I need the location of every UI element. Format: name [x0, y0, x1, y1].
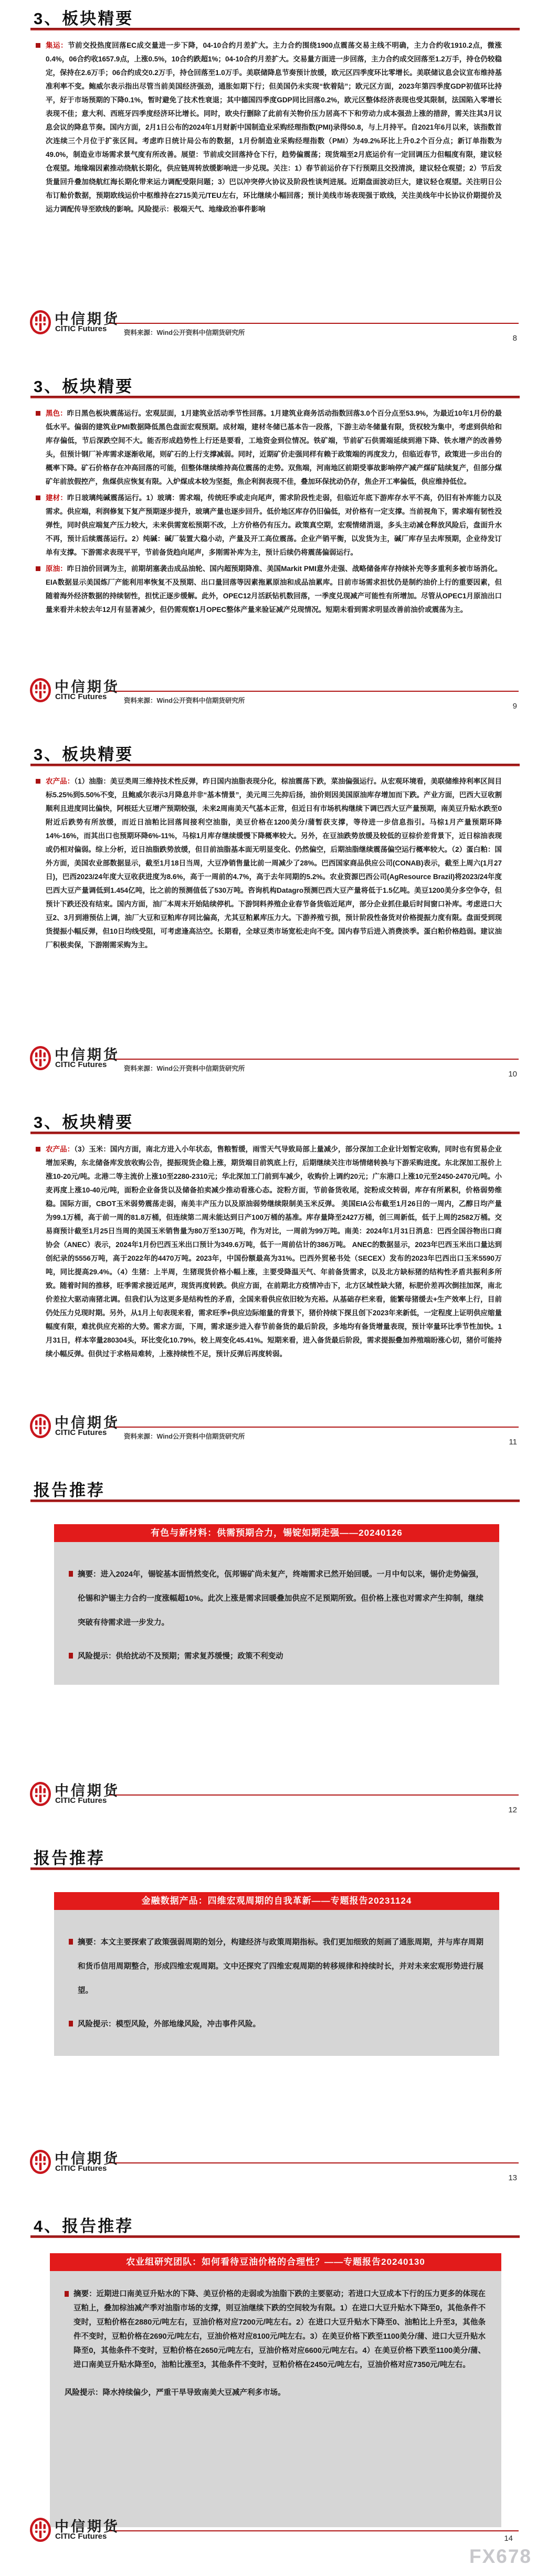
- bullet-square-icon: [65, 2291, 69, 2297]
- page-content: [36, 39, 502, 219]
- report-page-9: [0, 368, 537, 736]
- page-number: 9: [512, 702, 517, 711]
- paragraph-label: 农产品：: [46, 1145, 75, 1153]
- report-card-body: [54, 1542, 499, 1685]
- page-content: [36, 1143, 502, 1364]
- paragraph-label: 摘要：: [78, 1570, 101, 1579]
- brand-name-cn: 中信期货: [55, 2151, 120, 2167]
- source-note: 资料来源：Wind公开资料中信期货研究所: [124, 1433, 245, 1440]
- report-card: [54, 1892, 499, 2056]
- sector-paragraph: 黑色：昨日黑色板块震荡运行。宏观层面，1月建筑业活动季节性回落。1月建筑业商务活动指数回落3.0个百分点至53.9%，为最近10年1月份的最低水平。偏弱的建筑业PMI数据降低黑色盘面宏观预期。成材端，建材冬储已基本告一段落，下游主动冬储量有限，货权较为集中，考虑到供给和库存偏低，节后深跌空间不大。能否形成趋势性上行还是要看，工地资金到位情况。铁矿端，节前矿石供需端延续到港下降、铁水增产的改善势头，但预计钢厂补库需求逐渐收尾，则矿石的上行支撑减弱。同时，近期矿价走强同样有赖于政策端的再度发力，但临近春节，政策进一步出台的概率下降。矿石价格存在冲高回落的可能，但整体继续维持高位震荡的走势。双焦端，河南地区前期受事故影响停产减产煤矿陆续复产，但部分煤矿年前放假控产，焦煤供应恢复有限。入炉煤成本较为坚挺，焦企利润表现不佳，叠加环保扰动仍存，焦企开工率偏低，供应维持低位。: [36, 407, 502, 489]
- sector-paragraph: 建材：昨日玻璃纯碱震荡运行。1）玻璃：需求端，传统旺季或走向尾声，需求阶段性走弱，但临近年底下游库存水平不高，仍旧有补库能力以及需求。供应端，利润修复下复产预期逐步提升，玻璃产量也逐步回升。低价地区库存仍旧偏低，对价格有一定支撑。当前视角下，需求端有韧性没弹性，同时供应端复产压力较大，未来供需宽松预期不改，上方价格仍有压力。政策真空期，宏观情绪消退，多头主动减仓释放风险后，盘面升水不再，预计后续震荡运行。2）纯碱：碱厂装置大稳小动，产量及开工高位震荡。企业产销平衡，以发货为主，碱厂库存呈去库预期，企业待发订单有支撑。下游需求表现平平，节前备货趋向尾声，多刚需补库为主，预计后续仍将震荡偏弱运行。: [36, 491, 502, 559]
- paragraph-label: 风险提示：: [65, 2388, 103, 2397]
- title-rule: [30, 2235, 520, 2238]
- paragraph-label: 风险提示：: [78, 2020, 116, 2029]
- paragraph-label: 摘要：: [78, 1938, 101, 1947]
- source-note: 资料来源：Wind公开资料中信期货研究所: [124, 1065, 245, 1072]
- paragraph-label: 农产品：: [46, 777, 75, 785]
- bullet-square-icon: [36, 43, 40, 48]
- footer-rule: [109, 2530, 519, 2531]
- footer-rule: [109, 1427, 519, 1428]
- bullet-square-icon: [69, 1653, 73, 1659]
- brand-name-en: CITIC Futures: [55, 1796, 107, 1805]
- page-title: 3、板块精要: [34, 377, 134, 396]
- paragraph-label: 建材：: [46, 494, 68, 502]
- bullet-square-icon: [69, 2021, 73, 2026]
- page-title: 报告推荐: [34, 1481, 105, 1500]
- page-title: 3、板块精要: [34, 9, 134, 28]
- report-card-banner: 农业组研究团队：如何看待豆油价格的合理性？——专题报告20240130: [50, 2253, 501, 2271]
- page-content: [36, 407, 502, 619]
- report-page-13: [0, 1840, 537, 2208]
- footer-rule: [109, 2162, 519, 2163]
- summary-section: 摘要：本文主要探索了政策强弱周期的划分，构建经济与政策周期指标。我们更加细致的刻画了通胀周期，并与库存周期和货币信用周期整合，形成四维宏观周期。文中还探究了四维宏观周期的转移规律和持续时长，并对未来宏观形势进行展望。: [69, 1930, 483, 2003]
- page-number: 8: [512, 334, 517, 343]
- risk-section: 风险提示：模型风险，外部地缘风险，冲击事件风险。: [69, 2012, 483, 2036]
- brand-name-cn: 中信期货: [55, 1047, 120, 1063]
- page-title: 3、板块精要: [34, 1113, 134, 1132]
- brand-name-cn: 中信期货: [55, 1783, 120, 1799]
- paragraph-label: 原油：: [46, 565, 67, 573]
- brand-name-cn: 中信期货: [55, 679, 120, 695]
- brand-name-en: CITIC Futures: [55, 1428, 107, 1437]
- bullet-square-icon: [36, 495, 40, 500]
- report-card: [54, 1524, 499, 1685]
- page-number: 13: [508, 2173, 517, 2182]
- source-note: 资料来源：Wind公开资料中信期货研究所: [124, 697, 245, 704]
- sector-paragraph: 农产品：（3）玉米：国内方面，南北方进入小年状态，售粮暂缓，雨雪天气导致局部上量减少，部分深加工企业计划暂定收购，同时也有贸易企业增加采购，东北储备库发放收购公告，提振现货企稳上涨，期货端目前筑底上行，后期继续关注市场情绪转换与下游采购进度。东北深加工报价上涨10-20元/吨。北港二等主流价上涨10至2280-2310元；华北深加工门前到车减少，收购价上调约20元；广东港口上涨10元至2450-2470元/吨。小麦再度上涨10-40元/吨，面粉企业备货以及储备拍卖减少推动看涨心态。淀粉方面，节前备货收尾，淀粉成交转弱，库存有所累积，价格弱势维稳。国际方面，CBOT玉米弱势震荡走弱，南美丰产压力以及原油弱势继续限制美玉米反弹。 美国EIA公布截至1月26日的一周内，乙醇日均产量为99.1万桶，高于前一周的81.8万桶，但连续第二周未能达到日产100万桶的基准。库存量降至2427万桶，创三周新低，低于上周的2582万桶。交易商预计截至1月25日当周的美国玉米销售量为80万至130万吨，作为对比，一周前为99万吨。南美：2024年1月31日消息：巴西全国谷物出口商协会（ANEC）表示，2024年1月份巴西玉米出口预计为349.6万吨，低于一周前估计的386万吨。 ANEC的数据显示，2023年巴西玉米出口量达到创纪录的5556万吨，高于2022年的4470万吨。2023年，中国份额最高为31%。巴西外贸秘书处（SECEX）发布的2023年巴西出口玉米5590万吨，同比提高29.4%。（4）生猪：上半周，生猪现货价格小幅上涨，主要受降温天气、年前备货需求，以及北方缺标猪的结构性矛盾共振利多所致。随着时间的推移，旺季需求接近尾声，现货再度转跌。供应方面，在前期北方疫情冲击下，北方区域性缺大猪，标肥价差再次倒挂加深，南北价差拉大驱动南猪北调。但我们认为这更多是结构性的矛盾，全国来看供应依旧较为充裕。从基础存栏来看，能繁母猪缓去+生产效率上行，目前仍处压力兑现时期。另外，从1月上旬表现来看，需求旺季+供应边际缩量的背景下，猪价持续下探且创下2023年来新低，一定程度上证明供应缩量幅度有限，难扰供应充裕的大势。需求方面，下周，需求逐步进入春节前备货的最后阶段，多地均有备货增量表现，预计宰量环比季节性加快。1月31日，样本宰量280304头，环比变化10.79%，较上周变化45.41%。短期来看，进入备货最后阶段，需求提振叠加养殖端盼涨心切，猪价可能持续小幅反弹。但供过于求格局难转，上涨持续性不足，预计反弹后再度转弱。: [36, 1143, 502, 1361]
- page-title: 3、板块精要: [34, 745, 134, 764]
- report-card-banner: 金融数据产品：四维宏观周期的自我革新——专题报告20231124: [54, 1892, 499, 1910]
- bullet-square-icon: [36, 411, 40, 416]
- report-card-banner: 有色与新材料：供需预期合力，锡锭如期走强——20240126: [54, 1524, 499, 1542]
- citic-futures-logo-icon: [29, 2149, 51, 2174]
- report-page-11: [0, 1104, 537, 1472]
- brand-name-cn: 中信期货: [55, 2519, 120, 2535]
- summary-section: 摘要：进入2024年，锡锭基本面悄然变化，佤邦锡矿尚未复产，终端需求已然开始回暖。一月中旬以来，锡价走势偏强，伦锡和沪锡主力合约一度涨幅超10%。此次上涨是需求回暖叠加供应不足预期所致。但价格上涨也对需求产生抑制，继续突破有待需求进一步发力。: [69, 1563, 483, 1635]
- fx678-watermark: FX678: [469, 2546, 532, 2567]
- paragraph-label: 摘要：: [73, 2289, 97, 2298]
- title-rule: [30, 28, 520, 30]
- report-page-12: [0, 1472, 537, 1840]
- report-page-14: [0, 2208, 537, 2575]
- page-number: 12: [508, 1806, 517, 1814]
- bullet-square-icon: [69, 1571, 73, 1577]
- source-note: 资料来源：Wind公开资料中信期货研究所: [124, 329, 245, 336]
- page-number: 11: [509, 1438, 517, 1447]
- report-card-body: [54, 1910, 499, 2056]
- report-card-body: [50, 2271, 501, 2527]
- paragraph-label: 集运：: [46, 41, 68, 49]
- paragraph-label: 风险提示：: [78, 1652, 116, 1661]
- title-rule: [30, 764, 520, 766]
- brand-name-cn: 中信期货: [55, 1415, 120, 1431]
- citic-futures-logo-icon: [29, 310, 51, 335]
- citic-futures-logo-icon: [29, 2517, 51, 2542]
- page-title: 报告推荐: [34, 1849, 105, 1867]
- sector-paragraph: 农产品：（1）油脂：美豆类周三维持技术性反弹，昨日国内油脂表现分化，棕油震荡下跌，菜油偏强运行。从宏观环境看，美联储维持利率区间目标5.25%到5.50%不变，且鲍威尔表示3月降息并非“基本情景”，美元周三先抑后扬，油价则因美国原油库存增加而下跌。产业方面，巴西大豆收割顺利且进度同比偏快，阿根廷大豆增产预期较强，未来2周南美天气基本正常，但近日有市场机构继续下调巴西大豆产量预期，南美豆升贴水跌至0附近后跌势有所放缓，而近日油粕比回落间接利空油脂，美豆价格在1200美分/蒲暂获支撑，等待进一步信息指引。马棕1月产量预期环降14%-16%，而其出口也预期环降6%-11%，马棕1月库存继续缓慢下降概率较大。另外，在豆油跌势放缓及较低的豆棕价差背景下，近日棕油表现或仍相对偏弱。综上分析，近日油脂跌势放缓，但目前油脂基本面无明显变化、仍然偏空，后期油脂继续震荡偏空运行概率较大。（2）蛋白粕：国外方面，美国农业部数据显示，截至1月18日当周，大豆净销售量比前一周减少了28%。巴西国家商品供应公司(CONAB)表示，截至上周六(1月27日)，巴西2023/24年度大豆收获进度为8.6%，高于一周前的4.7%，高于去年同期的5.2%。农业资源巴西公司(AgResource Brazil)将2023/24年度巴西大豆产量调低到1.454亿吨，比之前的预测值低了530万吨。咨询机构Datagro预测巴西大豆产量将低于1.5亿吨。美豆1200美分多空争夺，但预计下跌还没有结束。国内方面，油厂本周末开始陆续停机。下游饲料养殖企业春节备货临近尾声，部分企业抓住最后时间窗口补库。考虑进口大豆2、3月到港预估上调，油厂大豆和豆粕库存同比偏高，尤其豆粕累库压力大。下游养殖亏损，预计阶段性备货对价格提振力度有限。盘面受到现货提振小幅反弹，但10日均线受阻，可考虑逢高沽空。长期看，全球豆类市场宽松走向不变。国内春节后进入消费淡季。蛋白粕价格趋弱。建议油厂积极卖保，下游刚需采购为主。: [36, 775, 502, 952]
- bullet-square-icon: [69, 1939, 73, 1945]
- citic-futures-logo-icon: [29, 1413, 51, 1439]
- report-page-10: [0, 736, 537, 1104]
- report-page-8: [0, 0, 537, 368]
- title-rule: [30, 1500, 520, 1502]
- page-number: 14: [504, 2534, 513, 2543]
- brand-name-en: CITIC Futures: [55, 1060, 107, 1069]
- sector-paragraph: 集运：节前交投热度回落EC成交量进一步下降，04-10合约月差扩大。主力合约围绕1900点震荡交易主线不明确，主力合约收1910.2点，微涨0.4%，06合约收1657.9点，上涨0.5%，10合约跌超1%；04-10合约月差扩大。交易量方面进一步回落，主力合约成交回落至1.2万手，持仓仍较稳定，保持在2.6万手；06合约成交0.2万手，持仓回落至1.0万手。美联储降息节奏预计放缓，欧元区四季度环比零增长。美联储议息会议宣布维持基准利率不变。鲍威尔表示指出尽管当前美国经济强劲，通胀如期下行；但美国仍未实现“软着陆”；欧元区方面，2023年第四季度GDP初值环比持平，好于市场预期的下降0.1%，暂时避免了技术性衰退；其中德国四季度GDP同比回落0.2%，欧元区整体经济表现也受其限制，法国陷入零增长表现不佳；意大利、西班牙四季度经济环比增长。同时，欧央行删除了此前有关物价压力居高不下和劳动力成本强劲上涨的措辞，需关注其3月议息会议的降息节奏。国内方面，2月1日公布的2024年1月财新中国制造业采购经理指数(PMI)录得50.8，与上月持平。自2021年6月以来，该指数首次连续三个月位于扩张区间。考虑昨日统计局公布的数据，1月份制造业采购经理指数（PMI）为49.2%环比上升0.2个百分点；新订单指数为49.0%，制造业市场需求景气度有所改善。展望：节前成交回落持仓下行，趋势偏震荡；现货端至2月底运价有一定回调压力但幅度有限，建议轻仓观望。地缘端因素推动绕航长期化，供应链周转放缓影响进一步兑现。关注：1）春节前运价存下行预期且交投清淡，建议轻仓观望；2）节后发货量回升叠加绕航红海长期化带来运力调配受限问题；3）巴以冲突停火协议及阶段性谈判进展。近期盘面波动巨大，建议轻仓观望。关注明日公布订舱价数据，预期欧线运价中枢维持在2715美元/TEU左右，环比继续小幅回落；预计美线市场表现强于欧线，关注美线年中长协议价期提价及运力调配传导至欧线的影响。风险提示：极端天气、地缘政治事件影响: [36, 39, 502, 216]
- brand-name-en: CITIC Futures: [55, 2164, 107, 2173]
- footer-rule: [109, 323, 519, 324]
- title-rule: [30, 1132, 520, 1134]
- bullet-square-icon: [36, 566, 40, 571]
- citic-futures-logo-icon: [29, 678, 51, 703]
- citic-futures-logo-icon: [29, 1046, 51, 1071]
- brand-name-en: CITIC Futures: [55, 2532, 107, 2541]
- bullet-square-icon: [36, 1147, 40, 1152]
- summary-section: 摘要：近期进口南美豆升贴水的下降、美豆价格的走弱或为油脂下跌的主要驱动；若进口大豆成本下行的压力更多的体现在豆粕上，叠加棕油减产季对油脂市场的支撑，则豆油继续下跌的空间较为有限。1）在进口大豆升贴水下降至0，其他条件不变时，豆粕价格在2880元/吨左右，豆油价格对应7200元/吨左右。2）在进口大豆升贴水下降至0、油粕比上升至3，其他条件不变时，豆粕价格在2690元/吨左右，豆油价格对应8100元/吨左右。3）在美豆价格下跌至1100美分/蒲、进口大豆升贴水降至0，其他条件不变时，豆粕价格在2650元/吨左右，豆油价格对应6600元/吨左右。4）在美豆价格下跌至1100美分/蒲、进口南美豆升贴水降至0，油粕比涨至3，其他条件不变时，豆粕价格在2450元/吨左右，豆油价格对应7350元/吨左右。: [65, 2287, 486, 2372]
- title-rule: [30, 396, 520, 398]
- title-rule: [30, 1867, 520, 1870]
- brand-name-en: CITIC Futures: [55, 324, 107, 333]
- report-card: [50, 2253, 501, 2527]
- risk-section: 风险提示：供给扰动不及预期；需求复苏缓慢；政策不利变动: [69, 1644, 483, 1669]
- citic-futures-logo-icon: [29, 1781, 51, 1807]
- footer-rule: [109, 1059, 519, 1060]
- sector-paragraph: 原油：昨日油价回调为主，前期胡塞袭击成品油轮、国内超预期降准、美国Markit PMI意外走强、战略储备库存持续补充等多重利多被市场消化。EIA数据显示美国炼厂产能利用率恢复不及预期、出口量回落等因素拖累原油和成品油累库。目前市场需求担忧仍是制约油价上行的重要因素，但随着海外经济数据的持续韧性，担忧正逐步缓解。此外，OPEC12月活跃钻机数回落，一季度兑现减产可能性有所增加。尽管从OPEC1月原油出口量来看并未较去年12月有显著减少，但仍需观察1月OPEC整体产量来验证减产兑现情况。短期未看到需求明显改善前油价或震荡为主。: [36, 562, 502, 617]
- bullet-square-icon: [36, 779, 40, 784]
- brand-name-en: CITIC Futures: [55, 692, 107, 701]
- brand-name-cn: 中信期货: [55, 311, 120, 327]
- risk-section: 风险提示：降水持续偏少，严重干旱导致南美大豆减产利多市场。: [65, 2388, 286, 2397]
- page-content: [36, 775, 502, 955]
- page-number: 10: [508, 1070, 517, 1079]
- footer-rule: [109, 691, 519, 692]
- page-title: 4、报告推荐: [34, 2217, 134, 2235]
- footer-rule: [109, 1794, 519, 1796]
- paragraph-label: 黑色：: [46, 409, 67, 417]
